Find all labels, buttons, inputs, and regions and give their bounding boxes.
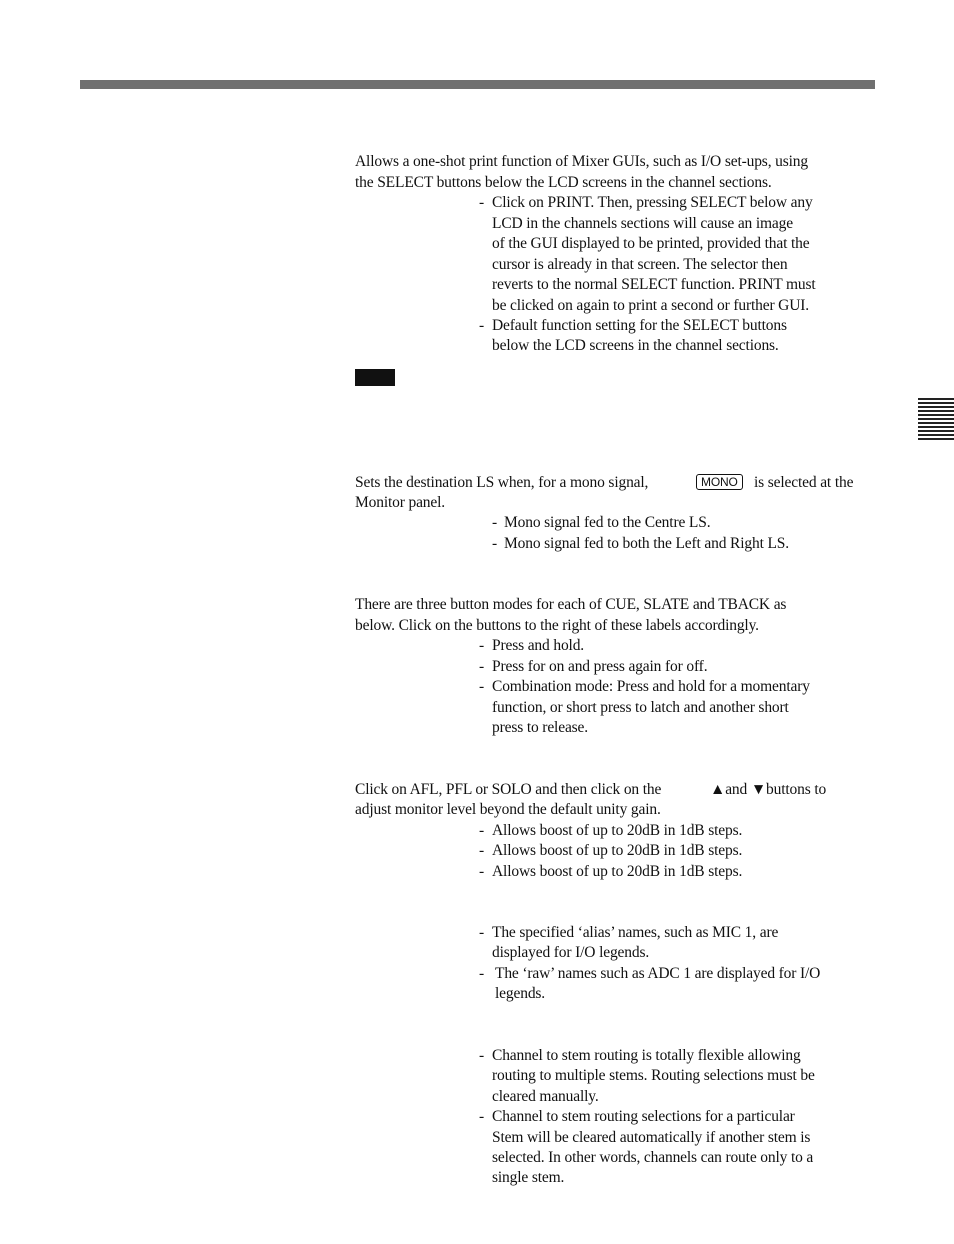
list-dash: -: [479, 924, 485, 941]
mono-item-1: Mono signal fed to the Centre LS.: [504, 514, 711, 531]
mono-item-2: Mono signal fed to both the Left and Right LS.: [504, 535, 789, 552]
list-dash: -: [479, 317, 485, 334]
note-badge: [355, 369, 395, 386]
list-dash: -: [479, 863, 485, 880]
modes-item3-line-2: function, or short press to latch and another short: [492, 699, 789, 716]
print-item1-line-5: reverts to the normal SELECT function. PRINT must: [492, 276, 816, 293]
stems-item1-line-1: Channel to stem routing is totally flexible allowing: [492, 1047, 801, 1064]
modes-intro-line-1: There are three button modes for each of CUE, SLATE and TBACK as: [355, 596, 787, 613]
modes-intro-line-2: below. Click on the buttons to the right of these labels accordingly.: [355, 617, 759, 634]
print-item1-line-3: of the GUI displayed to be printed, provided that the: [492, 235, 810, 252]
names-item1-line-2: displayed for I/O legends.: [492, 944, 650, 961]
modes-item-1: Press and hold.: [492, 637, 585, 654]
mono-intro-line-1a: Sets the destination LS when, for a mono signal,: [355, 474, 649, 491]
mono-button-label: MONO: [696, 474, 743, 490]
list-dash: -: [479, 1047, 485, 1064]
list-dash: -: [479, 637, 485, 654]
list-dash: -: [479, 1108, 485, 1125]
stems-item2-line-2: Stem will be cleared automatically if another stem is: [492, 1129, 811, 1146]
names-item2-line-2: legends.: [495, 985, 546, 1002]
list-dash: -: [492, 514, 498, 531]
boost-intro-line-1a: Click on AFL, PFL or SOLO and then click on the: [355, 781, 662, 798]
names-item2-line-1: The ‘raw’ names such as ADC 1 are displayed for I/O: [495, 965, 821, 982]
stems-item2-line-1: Channel to stem routing selections for a particular: [492, 1108, 795, 1125]
list-dash: -: [492, 535, 498, 552]
print-item2-line-2: below the LCD screens in the channel sections.: [492, 337, 779, 354]
print-item1-line-4: cursor is already in that screen. The selector then: [492, 256, 788, 273]
boost-item-3: Allows boost of up to 20dB in 1dB steps.: [492, 863, 743, 880]
boost-item-2: Allows boost of up to 20dB in 1dB steps.: [492, 842, 743, 859]
print-intro-line-1: Allows a one-shot print function of Mixer GUIs, such as I/O set-ups, using: [355, 153, 808, 170]
list-dash: -: [479, 965, 485, 982]
modes-item3-line-1: Combination mode: Press and hold for a momentary: [492, 678, 810, 695]
boost-intro-line-1b: ▲and ▼buttons to: [710, 781, 827, 798]
print-intro-line-2: the SELECT buttons below the LCD screens in the channel sections.: [355, 174, 772, 191]
mono-intro-line-2: Monitor panel.: [355, 494, 446, 511]
boost-item-1: Allows boost of up to 20dB in 1dB steps.: [492, 822, 743, 839]
list-dash: -: [479, 822, 485, 839]
modes-item3-line-3: press to release.: [492, 719, 589, 736]
modes-item-2: Press for on and press again for off.: [492, 658, 708, 675]
list-dash: -: [479, 678, 485, 695]
names-item1-line-1: The specified ‘alias’ names, such as MIC 1, are: [492, 924, 779, 941]
stems-item2-line-3: selected. In other words, channels can route only to a: [492, 1149, 814, 1166]
print-item2-line-1: Default function setting for the SELECT buttons: [492, 317, 787, 334]
stems-item1-line-2: routing to multiple stems. Routing selections must be: [492, 1067, 815, 1084]
mono-intro-line-1b: is selected at the: [754, 474, 854, 491]
stems-item2-line-4: single stem.: [492, 1169, 565, 1186]
print-item1-line-1: Click on PRINT. Then, pressing SELECT below any: [492, 194, 813, 211]
section-tab-marker: [918, 398, 954, 444]
mono-button-legend: [696, 473, 743, 494]
boost-intro-line-2: adjust monitor level beyond the default unity gain.: [355, 801, 661, 818]
list-dash: -: [479, 842, 485, 859]
print-item1-line-2: LCD in the channels sections will cause an image: [492, 215, 793, 232]
list-dash: -: [479, 658, 485, 675]
print-item1-line-6: be clicked on again to print a second or further GUI.: [492, 297, 810, 314]
header-rule: [80, 80, 875, 89]
list-dash: -: [479, 194, 485, 211]
stems-item1-line-3: cleared manually.: [492, 1088, 599, 1105]
